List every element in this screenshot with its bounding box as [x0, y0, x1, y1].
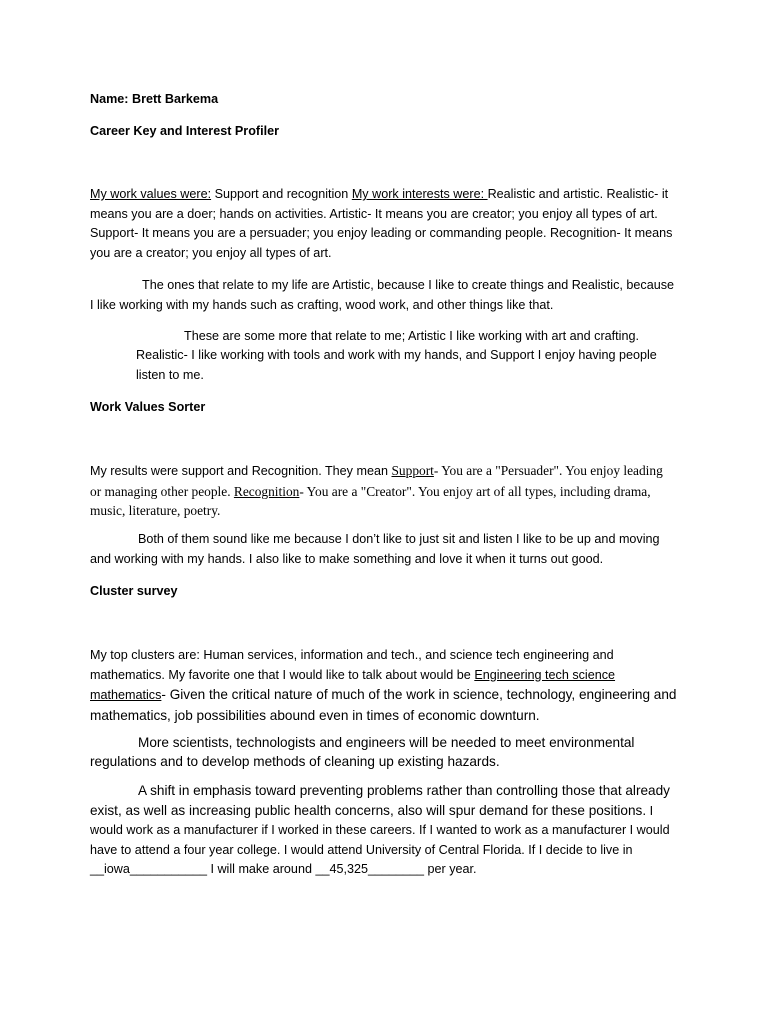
cluster-paragraph-3-a: A shift in emphasis toward preventing problems rather than controlling those that already exist, as well as increasing public health concerns, also will spur demand for these positions. — [90, 783, 670, 818]
recognition-text: - You are a "Creator". You enjoy art of all types, including drama, music, literature, poetry. — [90, 483, 651, 518]
career-key-paragraph-3-line-1: These are some more that relate to me; Artistic I like working with art and crafting. — [184, 329, 639, 343]
work-interests-label: My work interests were: — [351, 187, 488, 201]
work-values-paragraph-2: Both of them sound like me because I don’t like to just sit and listen I like to be up and moving and working with my hands. I also like to make something and love it when it turns out good. — [90, 532, 660, 566]
cluster-paragraph — [90, 646, 678, 726]
cluster-paragraph-3-b: I would work as a manufacturer if I worked in these careers. If I wanted to work as a manufacturer I would have to attend a four year college. I would attend University of Central Florida. If I decide to live in __iowa___________ I will make around __45,325________ per year. — [90, 803, 670, 876]
work-values-label: My work values were: — [90, 187, 212, 201]
career-key-heading: Career Key and Interest Profiler — [90, 124, 279, 138]
career-key-paragraph-3-rest: Realistic- I like working with tools and work with my hands, and Support I enjoy having people listen to me. — [136, 348, 657, 382]
work-values-sorter-heading: Work Values Sorter — [90, 400, 206, 414]
cluster-intro: My top clusters are: Human services, information and tech., and science tech engineering and mathematics. My favorite one that I would like to talk about would be — [90, 648, 614, 682]
career-key-paragraph-2: The ones that relate to my life are Artistic, because I like to create things and Realistic, because I like working with my hands such as crafting, wood work, and other things like that. — [90, 278, 675, 312]
work-values-paragraph — [90, 461, 665, 521]
support-text: - You are a "Persuader". You enjoy leading or managing other people. — [90, 463, 663, 499]
favorite-cluster-text: - Given the critical nature of much of the work in science, technology, engineering and mathematics, job possibilities abound even in times of economic downturn. — [90, 687, 677, 723]
cluster-paragraph-2: More scientists, technologists and engineers will be needed to meet environmental regulations and to develop methods of cleaning up existing hazards. — [90, 735, 635, 769]
work-values-text: Support and recognition — [211, 187, 352, 201]
recognition-label: Recognition — [233, 483, 300, 499]
favorite-cluster-link: Engineering tech science mathematics — [90, 667, 616, 702]
work-interests-text: Realistic and artistic. Realistic- it means you are a doer; hands on activities. Artistic- It means you are creator; you enjoy all types of art. Support- It means you are a persuader; you enjoy leading or commanding people. Recognition- It means you are a creator; you enjoy all types of art. — [90, 187, 673, 260]
career-key-paragraph — [90, 185, 678, 263]
cluster-paragraph-3 — [90, 782, 678, 880]
work-values-intro: My results were support and Recognition. They mean — [90, 464, 392, 478]
cluster-survey-heading: Cluster survey — [90, 584, 178, 598]
support-label: Support — [391, 463, 434, 478]
name-line: Name: Brett Barkema — [90, 92, 219, 106]
